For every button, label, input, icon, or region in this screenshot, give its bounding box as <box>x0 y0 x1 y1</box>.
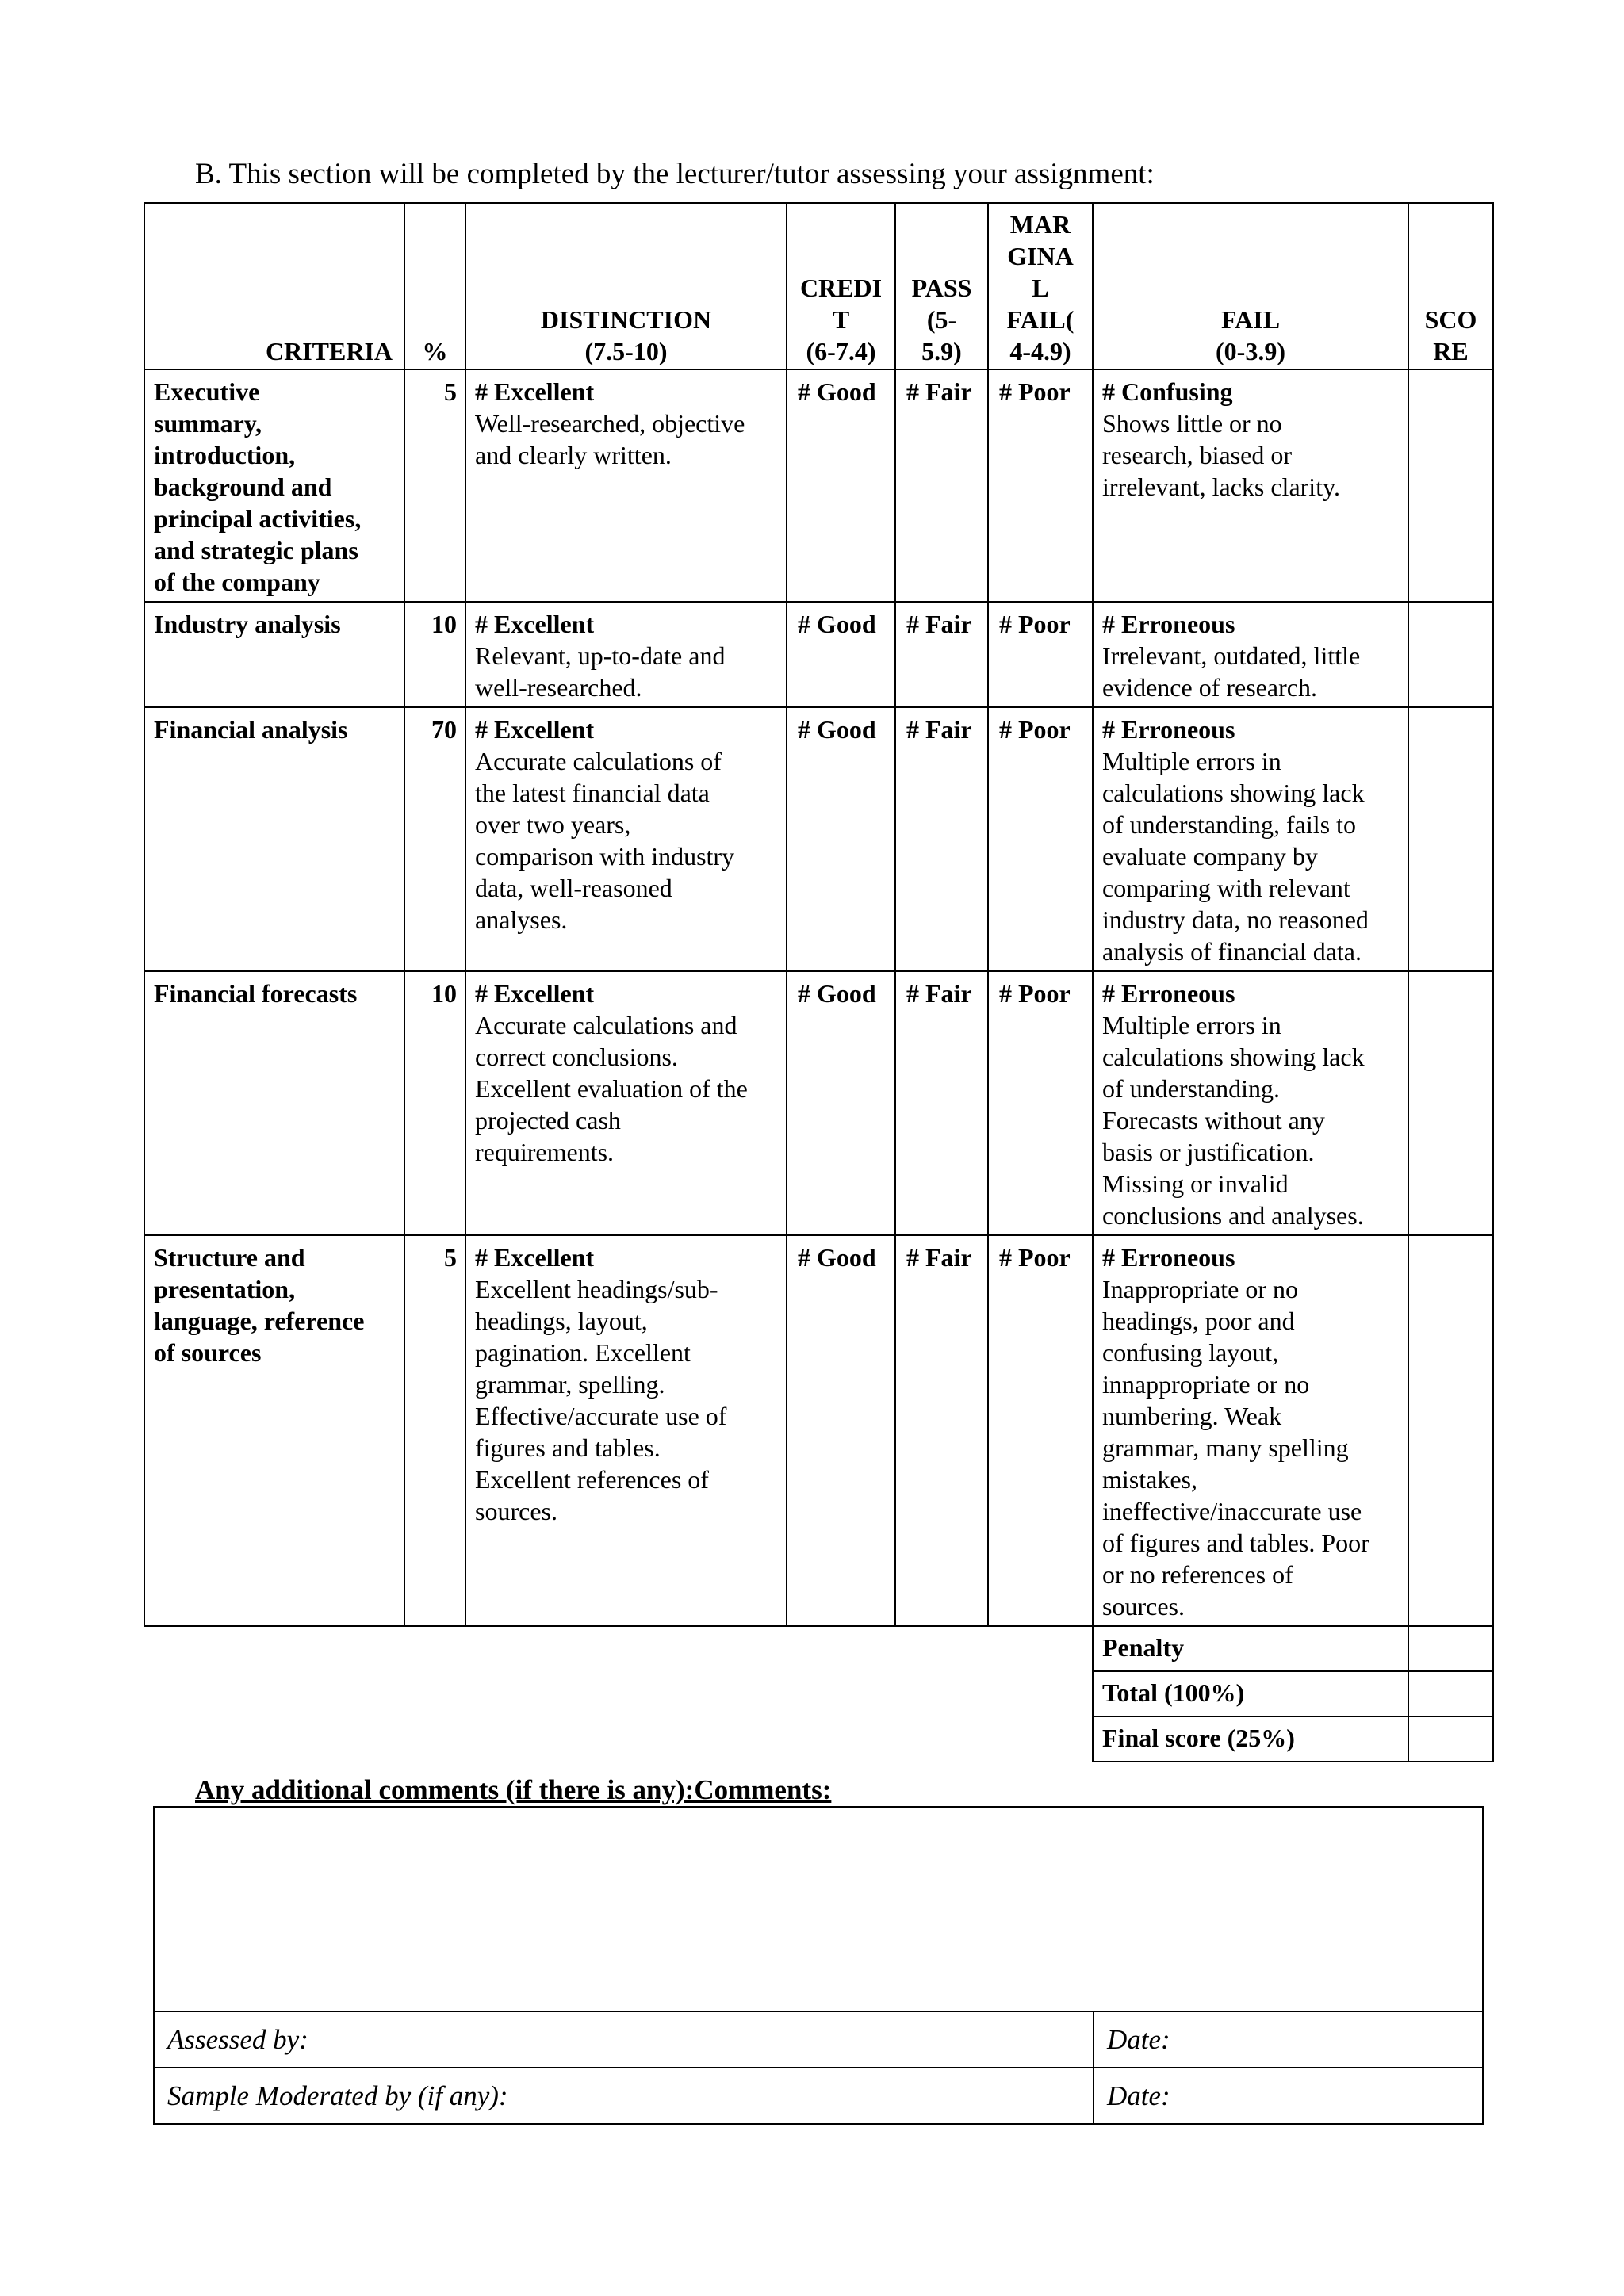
header-criteria: CRITERIA <box>144 203 404 369</box>
header-score-line: SCO <box>1424 305 1477 334</box>
summary-label: Penalty <box>1093 1626 1408 1671</box>
descriptor-line: Well-researched, objective <box>475 409 745 438</box>
descriptor-line: correct conclusions. <box>475 1043 678 1071</box>
criteria-line: Structure and <box>154 1243 305 1272</box>
rubric-row-industry-analysis <box>144 602 1493 707</box>
score-input-cell[interactable] <box>1408 369 1493 602</box>
header-pass-line: PASS <box>911 274 972 302</box>
descriptor-line: industry data, no reasoned <box>1102 905 1369 934</box>
header-pass <box>895 203 988 369</box>
header-credit-range: (6-7.4) <box>806 337 876 365</box>
distinction-descriptor <box>465 971 787 1235</box>
score-input-cell[interactable] <box>1408 602 1493 707</box>
pass-grade-code: # Fair <box>895 369 988 602</box>
descriptor-line: ineffective/inaccurate use <box>1102 1497 1362 1525</box>
descriptor-line: Inappropriate or no <box>1102 1275 1299 1303</box>
criteria-line: of sources <box>154 1338 262 1367</box>
descriptor-line: Effective/accurate use of <box>475 1402 727 1430</box>
header-pass-line: (5- <box>926 305 957 334</box>
header-distinction <box>465 203 787 369</box>
assessed-date-field[interactable]: Date: <box>1094 2011 1483 2068</box>
marginal-grade-code: # Poor <box>988 971 1093 1235</box>
criteria-line: of the company <box>154 568 320 596</box>
criteria-cell <box>144 1235 404 1626</box>
credit-grade-code: # Good <box>787 369 895 602</box>
header-percent: % <box>404 203 465 369</box>
credit-grade-code: # Good <box>787 1235 895 1626</box>
descriptor-line: innappropriate or no <box>1102 1370 1310 1399</box>
rubric-row-executive-summary <box>144 369 1493 602</box>
summary-value-cell[interactable] <box>1408 1671 1493 1716</box>
criteria-line: Executive <box>154 377 260 406</box>
score-input-cell[interactable] <box>1408 707 1493 971</box>
descriptor-line: figures and tables. <box>475 1433 661 1462</box>
descriptor-line: and clearly written. <box>475 441 672 469</box>
descriptor-heading: # Erroneous <box>1102 715 1235 744</box>
descriptor-line: grammar, many spelling <box>1102 1433 1349 1462</box>
credit-grade-code: # Good <box>787 971 895 1235</box>
descriptor-line: numbering. Weak <box>1102 1402 1282 1430</box>
marginal-grade-code: # Poor <box>988 707 1093 971</box>
descriptor-line: research, biased or <box>1102 441 1292 469</box>
credit-grade-code: # Good <box>787 602 895 707</box>
descriptor-line: sources. <box>475 1497 557 1525</box>
descriptor-heading: # Erroneous <box>1102 1243 1235 1272</box>
descriptor-heading: # Erroneous <box>1102 610 1235 638</box>
descriptor-line: confusing layout, <box>1102 1338 1279 1367</box>
descriptor-line: evaluate company by <box>1102 842 1318 871</box>
descriptor-line: the latest financial data <box>475 779 710 807</box>
criteria-line: principal activities, <box>154 504 362 533</box>
descriptor-line: comparing with relevant <box>1102 874 1350 902</box>
descriptor-line: pagination. Excellent <box>475 1338 691 1367</box>
distinction-descriptor <box>465 1235 787 1626</box>
pass-grade-code: # Fair <box>895 971 988 1235</box>
header-row <box>144 203 1493 369</box>
descriptor-line: data, well-reasoned <box>475 874 672 902</box>
header-marginal-line: GINA <box>1007 242 1074 270</box>
descriptor-line: conclusions and analyses. <box>1102 1201 1364 1230</box>
summary-label: Final score (25%) <box>1093 1716 1408 1762</box>
descriptor-line: Relevant, up-to-date and <box>475 641 726 670</box>
descriptor-line: comparison with industry <box>475 842 735 871</box>
summary-row-penalty <box>144 1626 1493 1671</box>
header-credit-line: CREDI <box>799 274 883 302</box>
descriptor-line: of figures and tables. Poor <box>1102 1529 1369 1557</box>
summary-value-cell[interactable] <box>1408 1626 1493 1671</box>
header-fail <box>1093 203 1408 369</box>
header-distinction-range: (7.5-10) <box>584 337 668 365</box>
descriptor-line: Irrelevant, outdated, little <box>1102 641 1361 670</box>
summary-label: Total (100%) <box>1093 1671 1408 1716</box>
criteria-line: Financial analysis <box>154 715 348 744</box>
header-marginal-fail <box>988 203 1093 369</box>
pass-grade-code: # Fair <box>895 1235 988 1626</box>
header-marginal-line: 4-4.9) <box>1009 337 1071 365</box>
header-credit-line: T <box>832 305 850 334</box>
descriptor-line: Excellent evaluation of the <box>475 1074 748 1103</box>
descriptor-line: requirements. <box>475 1138 615 1166</box>
fail-descriptor <box>1093 1235 1408 1626</box>
descriptor-line: Multiple errors in <box>1102 1011 1281 1039</box>
descriptor-line: of understanding, fails to <box>1102 810 1356 839</box>
header-distinction-line: DISTINCTION <box>540 305 712 334</box>
descriptor-line: mistakes, <box>1102 1465 1197 1494</box>
fail-descriptor <box>1093 369 1408 602</box>
marking-rubric-table <box>144 202 1494 1762</box>
descriptor-line: Excellent references of <box>475 1465 709 1494</box>
descriptor-line: headings, layout, <box>475 1307 648 1335</box>
moderated-by-field[interactable]: Sample Moderated by (if any): <box>154 2068 1094 2124</box>
assessed-by-field[interactable]: Assessed by: <box>154 2011 1094 2068</box>
comments-signoff-table <box>153 1806 1484 2125</box>
summary-spacer <box>144 1626 1093 1671</box>
weight-percent: 10 <box>404 971 465 1235</box>
distinction-descriptor <box>465 707 787 971</box>
criteria-cell <box>144 369 404 602</box>
descriptor-line: Missing or invalid <box>1102 1169 1289 1198</box>
descriptor-line: projected cash <box>475 1106 621 1135</box>
criteria-line: introduction, <box>154 441 296 469</box>
comments-box-row <box>154 1807 1483 2011</box>
fail-descriptor <box>1093 602 1408 707</box>
comments-box[interactable] <box>154 1807 1483 2011</box>
summary-spacer <box>144 1716 1093 1762</box>
fail-descriptor <box>1093 971 1408 1235</box>
descriptor-line: basis or justification. <box>1102 1138 1315 1166</box>
descriptor-heading: # Excellent <box>475 979 595 1008</box>
criteria-line: and strategic plans <box>154 536 358 564</box>
criteria-cell <box>144 707 404 971</box>
header-pass-line: 5.9) <box>921 337 962 365</box>
descriptor-line: of understanding. <box>1102 1074 1280 1103</box>
descriptor-line: calculations showing lack <box>1102 1043 1365 1071</box>
criteria-cell <box>144 602 404 707</box>
rubric-row-financial-analysis <box>144 707 1493 971</box>
distinction-descriptor <box>465 602 787 707</box>
header-marginal-line: L <box>1032 274 1049 302</box>
score-input-cell[interactable] <box>1408 1235 1493 1626</box>
moderated-row <box>154 2068 1483 2124</box>
criteria-line: Industry analysis <box>154 610 341 638</box>
criteria-line: summary, <box>154 409 262 438</box>
descriptor-heading: # Erroneous <box>1102 979 1235 1008</box>
descriptor-line: Accurate calculations of <box>475 747 722 775</box>
header-score <box>1408 203 1493 369</box>
criteria-line: Financial forecasts <box>154 979 358 1008</box>
descriptor-line: headings, poor and <box>1102 1307 1295 1335</box>
criteria-line: language, reference <box>154 1307 365 1335</box>
descriptor-heading: # Confusing <box>1102 377 1233 406</box>
marginal-grade-code: # Poor <box>988 602 1093 707</box>
descriptor-heading: # Excellent <box>475 377 595 406</box>
weight-percent: 10 <box>404 602 465 707</box>
descriptor-line: Excellent headings/sub- <box>475 1275 718 1303</box>
criteria-line: presentation, <box>154 1275 296 1303</box>
descriptor-line: evidence of research. <box>1102 673 1317 702</box>
descriptor-line: Shows little or no <box>1102 409 1282 438</box>
criteria-cell <box>144 971 404 1235</box>
weight-percent: 5 <box>404 1235 465 1626</box>
summary-spacer <box>144 1671 1093 1716</box>
header-score-line: RE <box>1433 337 1469 365</box>
header-fail-line: FAIL <box>1220 305 1281 334</box>
marginal-grade-code: # Poor <box>988 369 1093 602</box>
descriptor-heading: # Excellent <box>475 1243 595 1272</box>
descriptor-line: analysis of financial data. <box>1102 937 1362 966</box>
summary-row-final-score <box>144 1716 1493 1762</box>
descriptor-line: sources. <box>1102 1592 1185 1621</box>
comments-heading: Any additional comments (if there is any):Comments: <box>195 1774 832 1805</box>
criteria-line: background and <box>154 473 332 501</box>
fail-descriptor <box>1093 707 1408 971</box>
section-instruction: B. This section will be completed by the lecturer/tutor assessing your assignment: <box>195 158 1155 190</box>
rubric-row-financial-forecasts <box>144 971 1493 1235</box>
descriptor-line: over two years, <box>475 810 631 839</box>
pass-grade-code: # Fair <box>895 707 988 971</box>
assessed-row <box>154 2011 1483 2068</box>
distinction-descriptor <box>465 369 787 602</box>
pass-grade-code: # Fair <box>895 602 988 707</box>
descriptor-line: Forecasts without any <box>1102 1106 1325 1135</box>
weight-percent: 70 <box>404 707 465 971</box>
weight-percent: 5 <box>404 369 465 602</box>
rubric-row-structure-presentation <box>144 1235 1493 1626</box>
moderated-date-field[interactable]: Date: <box>1094 2068 1483 2124</box>
descriptor-line: Multiple errors in <box>1102 747 1281 775</box>
descriptor-line: Accurate calculations and <box>475 1011 737 1039</box>
header-fail-range: (0-3.9) <box>1216 337 1285 365</box>
summary-row-total <box>144 1671 1493 1716</box>
header-marginal-line: MAR <box>1009 210 1071 239</box>
descriptor-line: grammar, spelling. <box>475 1370 665 1399</box>
score-input-cell[interactable] <box>1408 971 1493 1235</box>
header-marginal-line: FAIL( <box>1006 305 1074 334</box>
marginal-grade-code: # Poor <box>988 1235 1093 1626</box>
descriptor-line: calculations showing lack <box>1102 779 1365 807</box>
summary-value-cell[interactable] <box>1408 1716 1493 1762</box>
credit-grade-code: # Good <box>787 707 895 971</box>
descriptor-line: well-researched. <box>475 673 642 702</box>
descriptor-line: analyses. <box>475 905 568 934</box>
descriptor-line: or no references of <box>1102 1560 1293 1589</box>
descriptor-line: irrelevant, lacks clarity. <box>1102 473 1340 501</box>
descriptor-heading: # Excellent <box>475 610 595 638</box>
descriptor-heading: # Excellent <box>475 715 595 744</box>
header-credit <box>787 203 895 369</box>
